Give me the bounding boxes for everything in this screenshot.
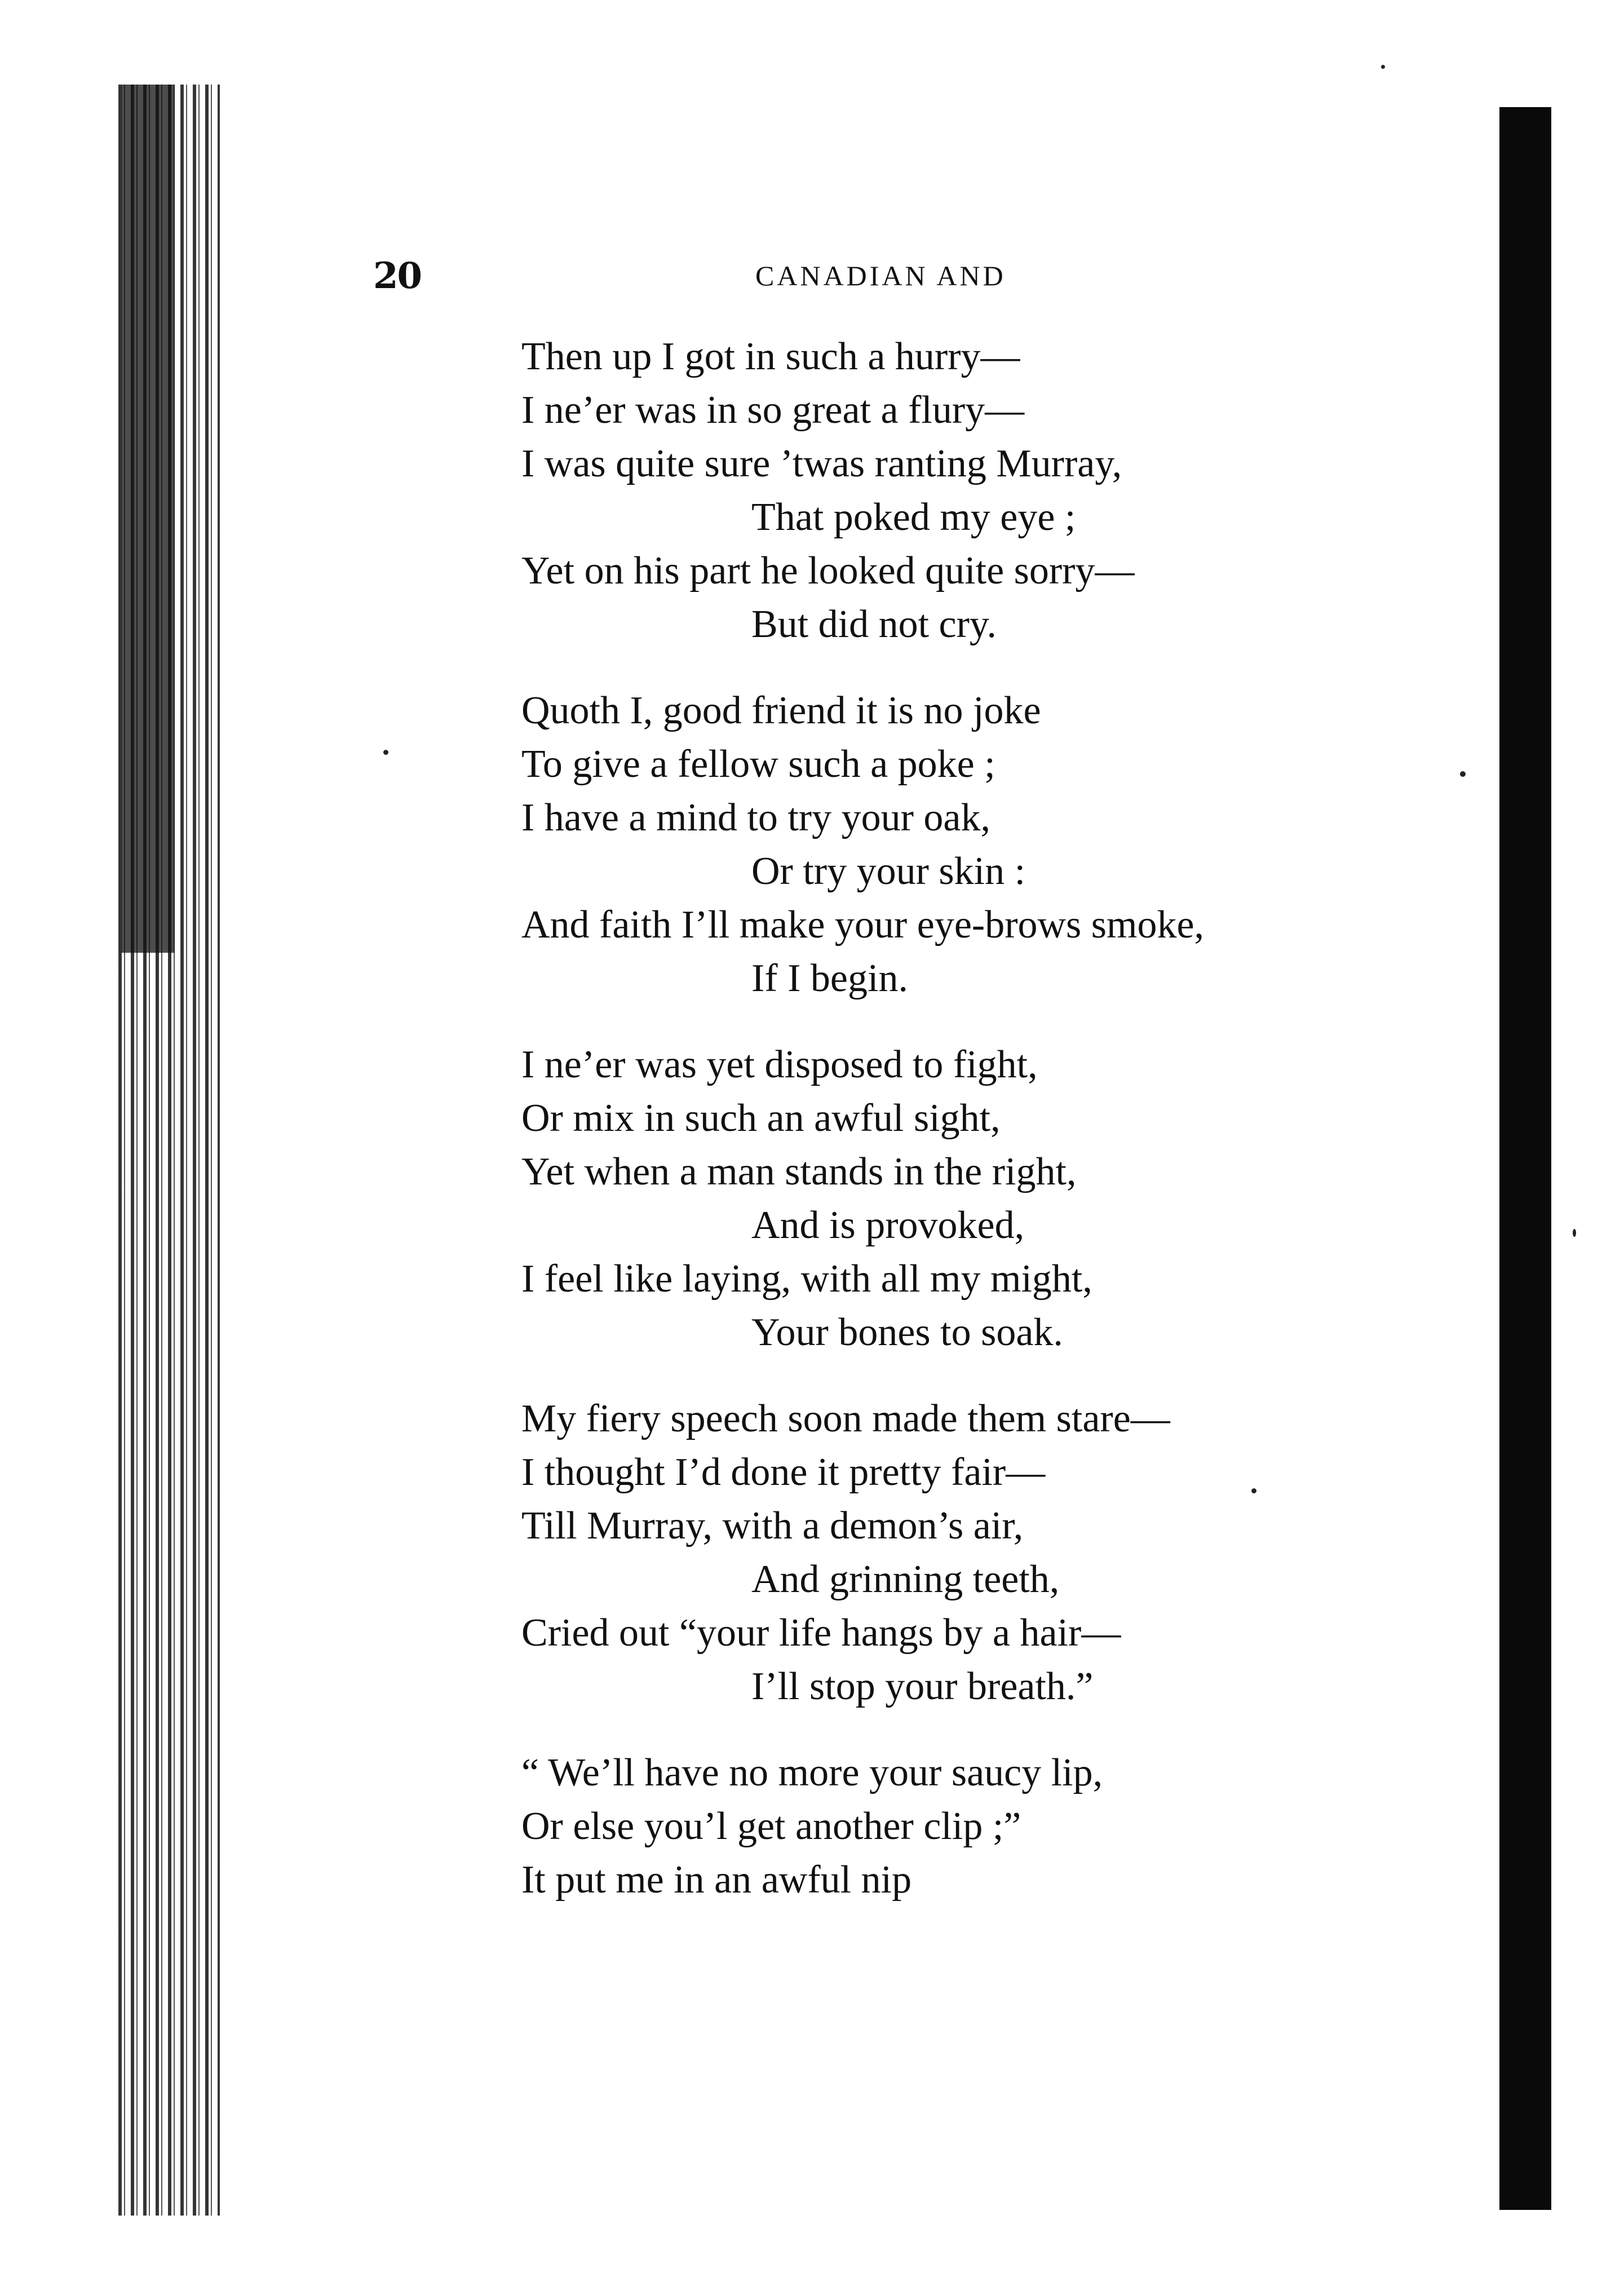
- poem-line: Cried out “your life hangs by a hair—: [521, 1611, 1121, 1655]
- ink-speck: [1381, 65, 1385, 69]
- stanza: [521, 1038, 1356, 1359]
- poem-line: And is provoked,: [751, 1204, 1025, 1247]
- poem-line: Till Murray, with a demon’s air,: [521, 1504, 1024, 1548]
- poem-line: I ne’er was yet disposed to fight,: [521, 1043, 1038, 1086]
- poem-line: I have a mind to try your oak,: [521, 796, 991, 839]
- poem-line: Or mix in such an awful sight,: [521, 1097, 1001, 1140]
- page-number: 20: [373, 255, 422, 297]
- poem-line: Quoth I, good friend it is no joke: [521, 689, 1041, 732]
- poem-line: I’ll stop your breath.”: [751, 1665, 1094, 1708]
- poem-line: And faith I’ll make your eye-brows smoke,: [521, 903, 1205, 947]
- page-header: [366, 255, 1099, 300]
- poem-line: That poked my eye ;: [751, 496, 1076, 539]
- poem-line: Or try your skin :: [751, 850, 1026, 893]
- poem-line: To give a fellow such a poke ;: [521, 742, 995, 786]
- left-binding-shadow: [121, 85, 175, 953]
- poem-line: I ne’er was in so great a flury—: [521, 388, 1025, 432]
- ink-speck: [1251, 1488, 1256, 1493]
- running-head: CANADIAN AND: [755, 260, 1006, 291]
- stanza: [521, 1746, 1356, 1907]
- poem-line: Your bones to soak.: [751, 1311, 1063, 1354]
- poem-line: Or else you’l get another clip ;”: [521, 1805, 1021, 1848]
- poem-line: And grinning teeth,: [751, 1558, 1060, 1601]
- poem: [521, 330, 1356, 1939]
- poem-line: But did not cry.: [751, 603, 997, 646]
- poem-line: Yet when a man stands in the right,: [521, 1150, 1077, 1193]
- poem-line: My fiery speech soon made them stare—: [521, 1397, 1170, 1440]
- poem-line: Then up I got in such a hurry—: [521, 335, 1020, 378]
- poem-line: It put me in an awful nip: [521, 1858, 912, 1902]
- ink-speck: [1573, 1229, 1576, 1237]
- poem-line: I feel like laying, with all my might,: [521, 1257, 1092, 1301]
- poem-line: I was quite sure ’twas ranting Murray,: [521, 442, 1122, 485]
- poem-line: Yet on his part he looked quite sorry—: [521, 549, 1135, 593]
- stanza: [521, 330, 1356, 651]
- poem-line: “ We’ll have no more your saucy lip,: [521, 1751, 1103, 1794]
- stanza: [521, 1392, 1356, 1713]
- stanza: [521, 684, 1356, 1005]
- poem-line: I thought I’d done it pretty fair—: [521, 1451, 1046, 1494]
- right-page-edge: [1499, 107, 1551, 2210]
- ink-speck: [383, 750, 388, 755]
- poem-line: If I begin.: [751, 957, 908, 1000]
- ink-speck: [1460, 771, 1466, 777]
